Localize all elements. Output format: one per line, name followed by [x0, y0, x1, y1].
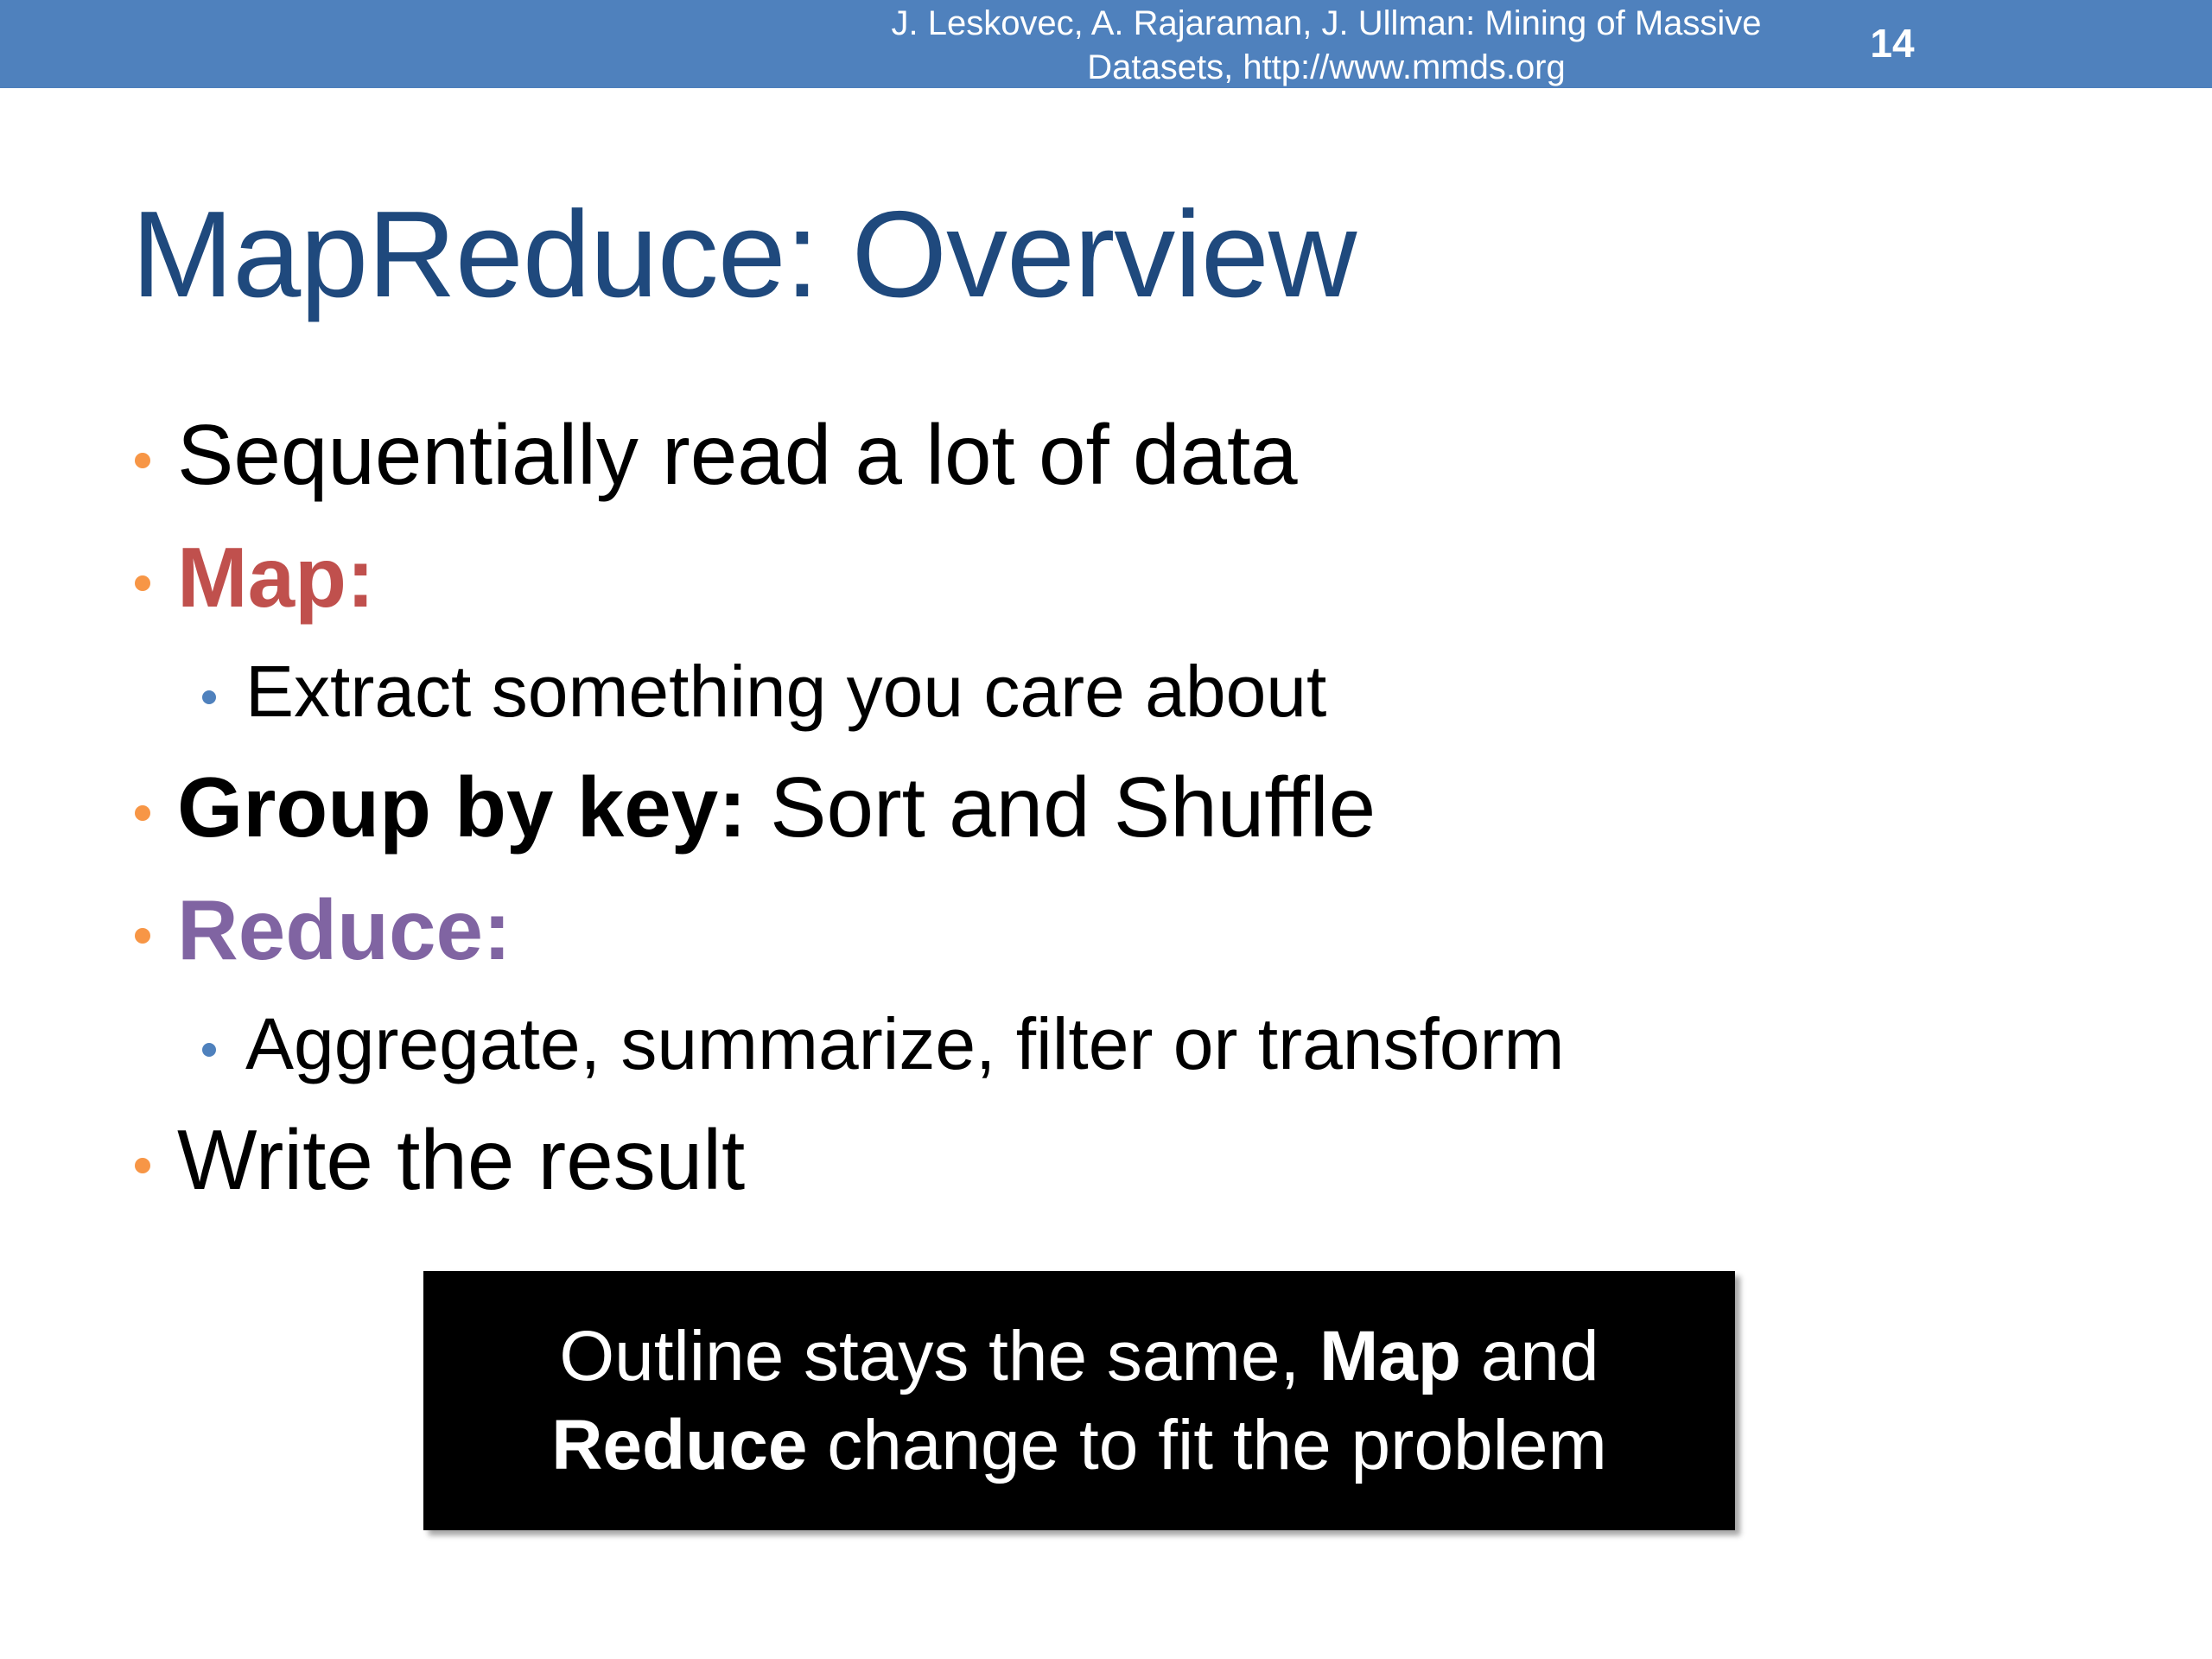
bullet-map — [177, 525, 375, 629]
callout-line-2 — [551, 1401, 1607, 1490]
bullet-dot-icon — [135, 575, 150, 591]
bullet-dot-icon — [135, 453, 150, 468]
bullet-group-by-key — [177, 755, 1376, 859]
sub-bullet-text: Extract something you care about — [245, 651, 1327, 732]
citation — [804, 2, 1849, 90]
bullet-text: Write the result — [177, 1112, 746, 1207]
group-by-key-text: Sort and Shuffle — [746, 760, 1376, 855]
sub-bullet-text: Aggregate, summarize, filter or transform — [245, 1003, 1565, 1084]
map-label: Map: — [177, 530, 375, 625]
citation-line-1: J. Leskovec, A. Rajaraman, J. Ullman: Mining of Massive — [891, 4, 1762, 42]
reduce-label: Reduce: — [177, 882, 512, 977]
citation-line-2: Datasets, http://www.mmds.org — [1087, 48, 1566, 86]
page-number: 14 — [1870, 21, 1915, 66]
sub-bullet-extract — [245, 648, 1326, 734]
group-by-key-label: Group by key: — [177, 760, 747, 855]
bullet-sequential-read — [177, 403, 1298, 506]
bullet-dot-icon — [135, 1158, 150, 1173]
bullet-text: Sequentially read a lot of data — [177, 407, 1298, 502]
callout-line-1 — [559, 1312, 1599, 1401]
bullet-reduce — [177, 878, 512, 982]
bullet-dot-icon — [135, 928, 150, 944]
sub-bullet-dot-icon — [202, 690, 216, 704]
callout-text: change to fit the problem — [807, 1406, 1607, 1484]
sub-bullet-aggregate — [245, 1001, 1565, 1087]
callout-text: Outline stays the same, — [559, 1317, 1319, 1395]
header-band — [0, 0, 2212, 88]
bullet-dot-icon — [135, 805, 150, 821]
slide-title: MapReduce: Overview — [131, 186, 1357, 323]
callout-text: and — [1461, 1317, 1599, 1395]
bullet-write-result — [177, 1108, 745, 1211]
callout-reduce-bold: Reduce — [551, 1406, 808, 1484]
callout-box — [423, 1271, 1735, 1530]
callout-map-bold: Map — [1319, 1317, 1461, 1395]
sub-bullet-dot-icon — [202, 1043, 216, 1057]
